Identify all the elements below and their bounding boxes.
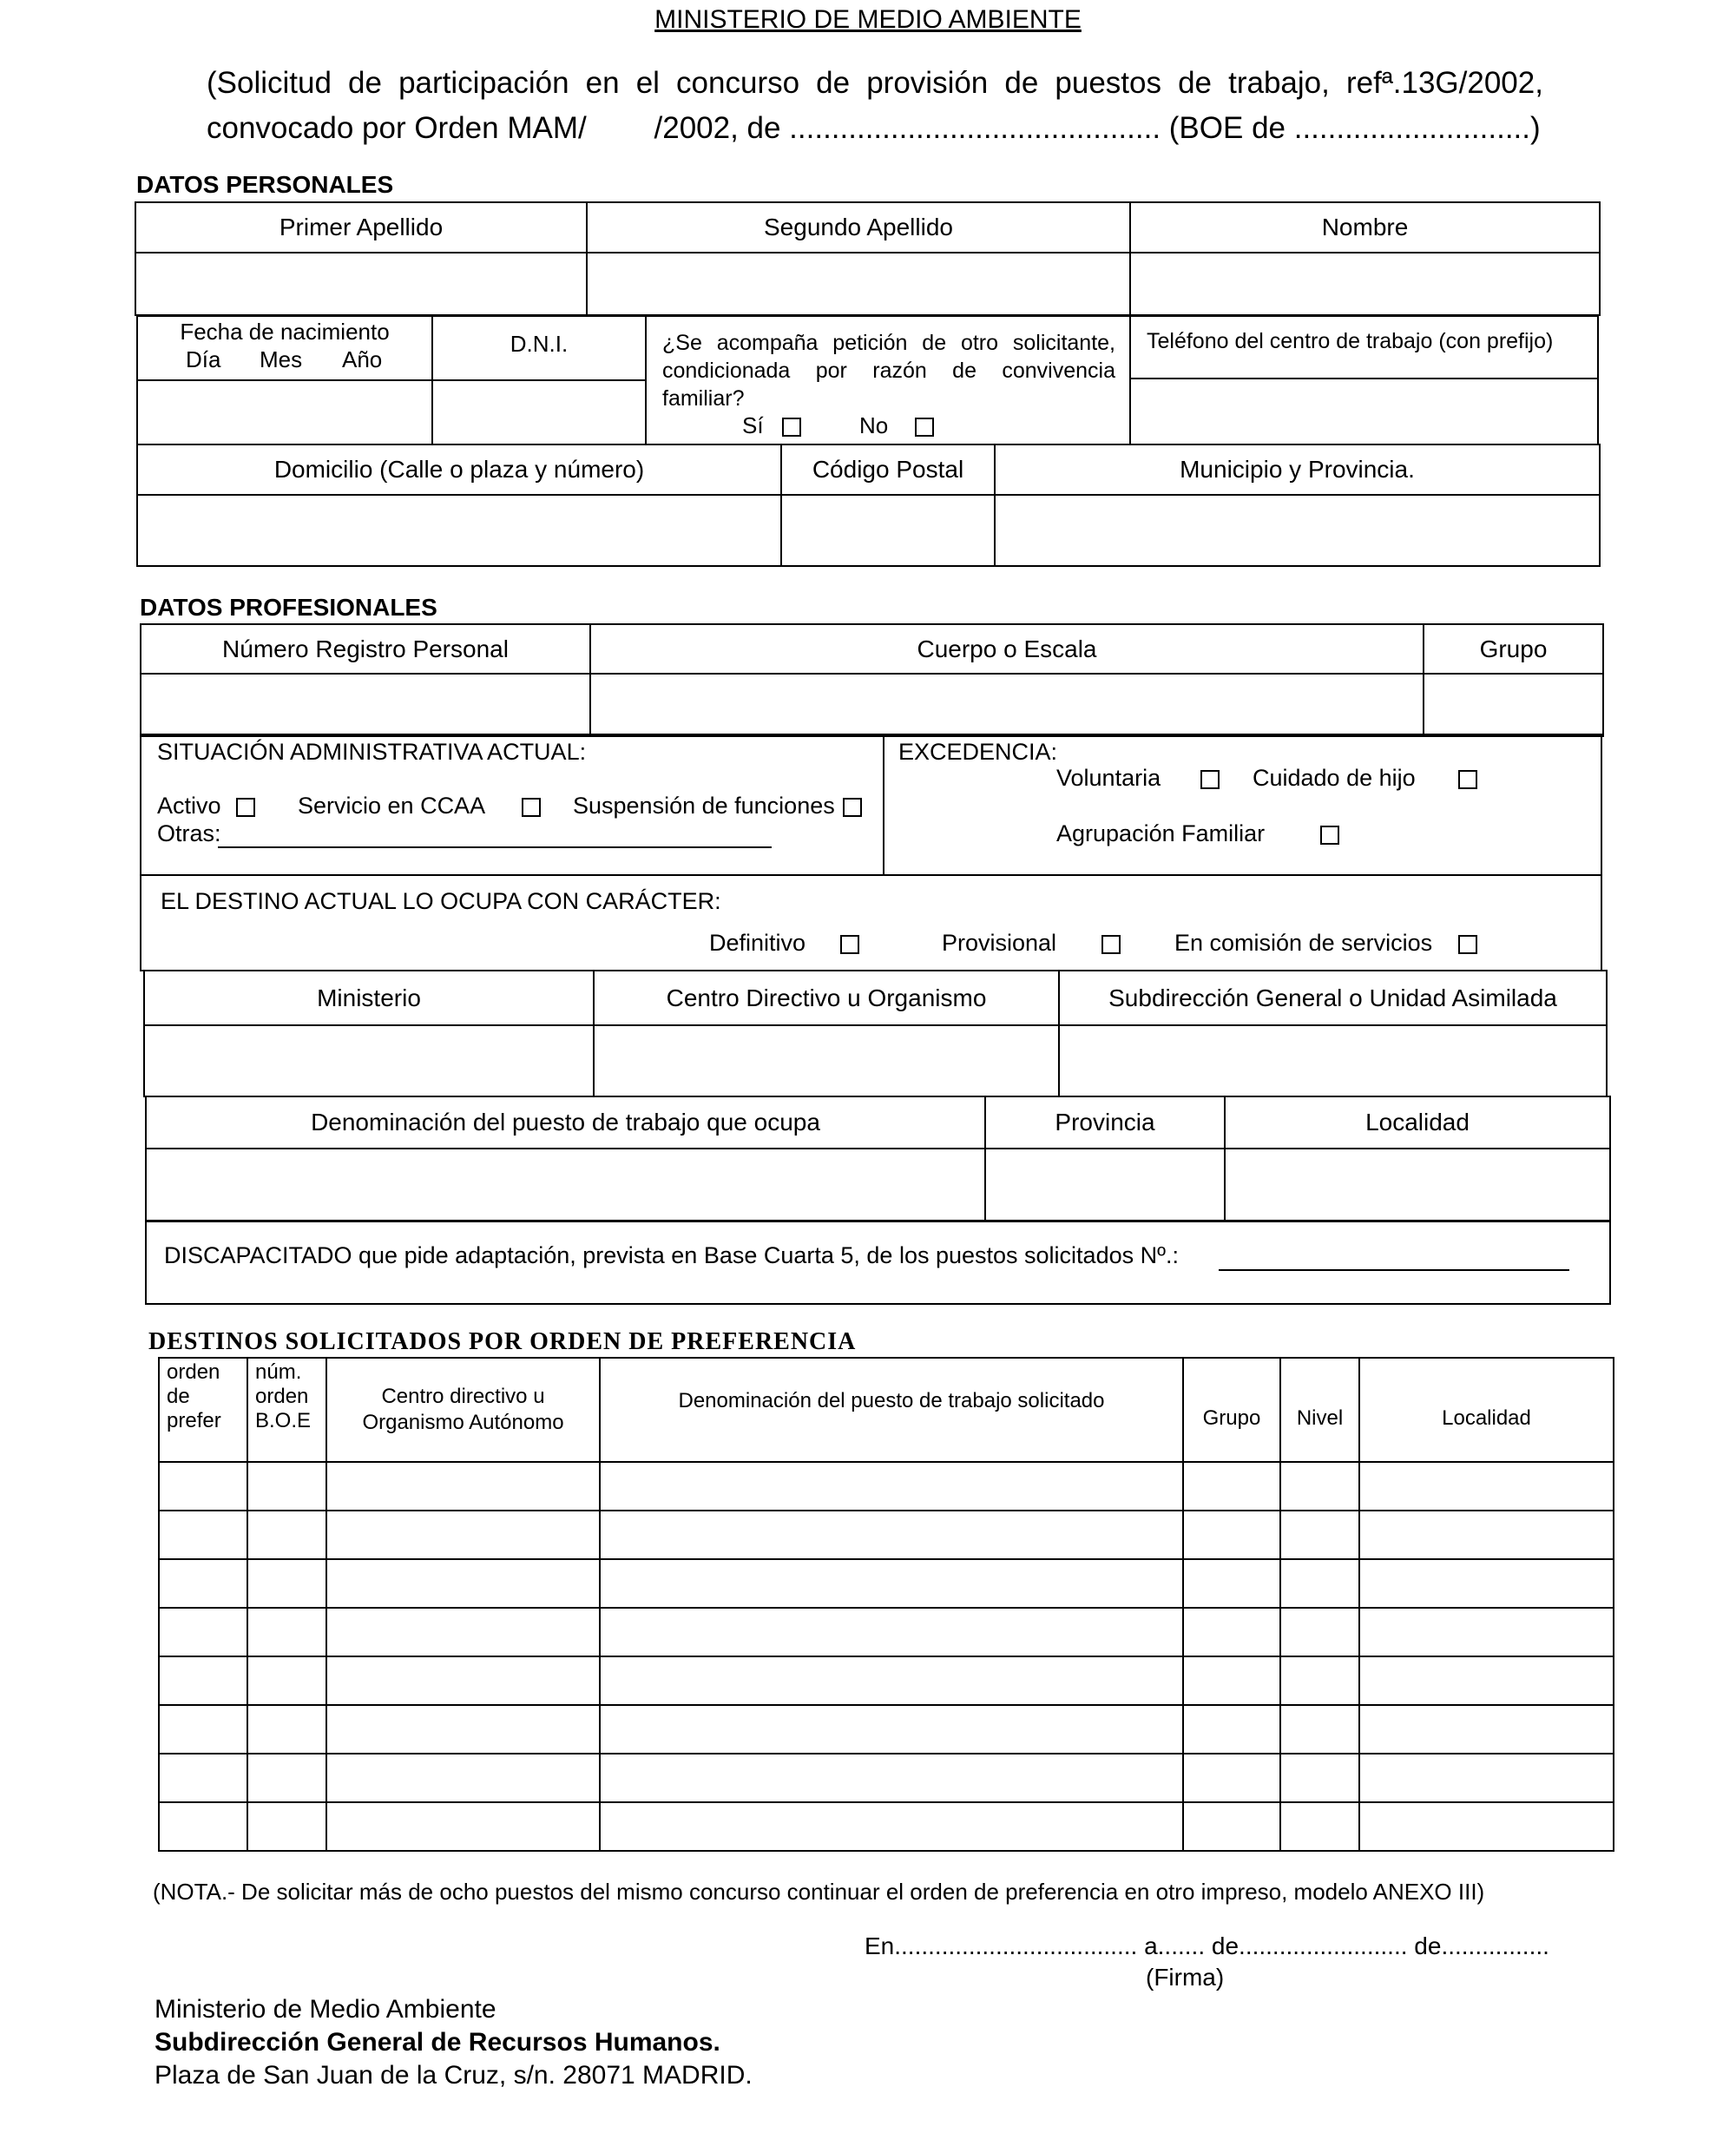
- label-localidad: Localidad: [1225, 1096, 1610, 1149]
- intro-word: refª.13G/2002,: [1345, 66, 1543, 100]
- intro-word: concurso: [676, 66, 800, 100]
- destino-num-orden-boe-cell[interactable]: [247, 1511, 326, 1559]
- destino-nivel-cell[interactable]: [1280, 1608, 1359, 1656]
- col-localidad: Localidad: [1359, 1358, 1614, 1462]
- destino-orden-prefer-cell[interactable]: [159, 1656, 247, 1705]
- centro-directivo-field[interactable]: [594, 1025, 1059, 1096]
- footer-direccion: Plaza de San Juan de la Cruz, s/n. 28071 MADRID.: [155, 2061, 753, 2090]
- label-ministerio: Ministerio: [144, 971, 594, 1025]
- intro-word: el: [635, 66, 660, 100]
- destino-num-orden-boe-cell[interactable]: [247, 1656, 326, 1705]
- checkbox-cuidado-hijo[interactable]: [1458, 770, 1477, 789]
- destino-orden-prefer-cell[interactable]: [159, 1462, 247, 1511]
- destino-orden-prefer-cell[interactable]: [159, 1511, 247, 1559]
- label-telefono: Teléfono del centro de trabajo (con prefijo): [1147, 329, 1554, 353]
- destino-num-orden-boe-cell[interactable]: [247, 1608, 326, 1656]
- suspension-option[interactable]: [573, 793, 867, 820]
- destino-nivel-cell[interactable]: [1280, 1511, 1359, 1559]
- destino-nivel-cell[interactable]: [1280, 1705, 1359, 1754]
- destino-orden-prefer-cell[interactable]: [159, 1705, 247, 1754]
- label-agrupacion: Agrupación Familiar: [1056, 820, 1266, 846]
- destino-nivel-cell[interactable]: [1280, 1802, 1359, 1851]
- label-destino-actual: EL DESTINO ACTUAL LO OCUPA CON CARÁCTER:: [161, 888, 721, 914]
- label-activo: Activo: [157, 793, 221, 819]
- municipio-field[interactable]: [995, 495, 1600, 566]
- checkbox-provisional[interactable]: [1101, 935, 1121, 954]
- destino-centro-directivo-cell[interactable]: [326, 1754, 600, 1802]
- localidad-field[interactable]: [1225, 1149, 1610, 1221]
- destino-nivel-cell[interactable]: [1280, 1656, 1359, 1705]
- footer-subdireccion: Subdirección General de Recursos Humanos.: [155, 2028, 720, 2057]
- destino-row: [159, 1608, 1614, 1656]
- label-grupo: Grupo: [1424, 624, 1603, 674]
- excedencia-panel: [883, 734, 1602, 876]
- section-datos-profesionales: DATOS PROFESIONALES: [140, 594, 437, 621]
- intro-word: puestos: [1055, 66, 1161, 100]
- destino-centro-directivo-cell[interactable]: [326, 1802, 600, 1851]
- fecha-nacimiento-cell: [136, 315, 433, 445]
- destino-grupo-cell[interactable]: [1183, 1511, 1280, 1559]
- destino-num-orden-boe-cell[interactable]: [247, 1559, 326, 1608]
- col-nivel: Nivel: [1280, 1358, 1359, 1462]
- destino-localidad-cell[interactable]: [1359, 1511, 1614, 1559]
- provisional-option[interactable]: [942, 930, 1126, 957]
- destino-localidad-cell[interactable]: [1359, 1462, 1614, 1511]
- segundo-apellido-field[interactable]: [587, 253, 1130, 315]
- label-provisional: Provisional: [942, 930, 1057, 956]
- label-voluntaria: Voluntaria: [1056, 765, 1161, 791]
- destino-orden-prefer-cell[interactable]: [159, 1802, 247, 1851]
- label-centro-directivo: Centro Directivo u Organismo: [594, 971, 1059, 1025]
- destino-denominacion-cell[interactable]: [600, 1608, 1183, 1656]
- definitivo-option[interactable]: [709, 930, 865, 957]
- destino-num-orden-boe-cell[interactable]: [247, 1802, 326, 1851]
- checkbox-si[interactable]: [782, 418, 801, 437]
- checkbox-activo[interactable]: [236, 798, 255, 817]
- label-excedencia: EXCEDENCIA:: [898, 739, 1058, 765]
- profesional-table-1: [140, 623, 1604, 737]
- divider: [433, 379, 645, 381]
- label-dni: D.N.I.: [510, 331, 569, 357]
- checkbox-voluntaria[interactable]: [1200, 770, 1220, 789]
- destino-row: [159, 1656, 1614, 1705]
- destino-denominacion-cell[interactable]: [600, 1754, 1183, 1802]
- destino-nivel-cell[interactable]: [1280, 1462, 1359, 1511]
- section-destinos: DESTINOS SOLICITADOS POR ORDEN DE PREFERENCIA: [148, 1328, 857, 1355]
- destino-denominacion-cell[interactable]: [600, 1559, 1183, 1608]
- destino-grupo-cell[interactable]: [1183, 1754, 1280, 1802]
- destino-row: [159, 1802, 1614, 1851]
- label-codigo-postal: Código Postal: [781, 444, 995, 495]
- destino-denominacion-cell[interactable]: [600, 1656, 1183, 1705]
- cuidado-hijo-option[interactable]: [1253, 765, 1483, 792]
- destino-grupo-cell[interactable]: [1183, 1705, 1280, 1754]
- comision-option[interactable]: [1174, 930, 1483, 957]
- situacion-panel: [140, 734, 884, 876]
- destino-centro-directivo-cell[interactable]: [326, 1559, 600, 1608]
- personal-table-2: [136, 444, 1601, 567]
- label-cuidado-hijo: Cuidado de hijo: [1253, 765, 1416, 791]
- label-nombre: Nombre: [1130, 202, 1600, 253]
- denominacion-puesto-field[interactable]: [146, 1149, 985, 1221]
- destino-num-orden-boe-cell[interactable]: [247, 1462, 326, 1511]
- destino-nivel-cell[interactable]: [1280, 1559, 1359, 1608]
- destino-nivel-cell[interactable]: [1280, 1754, 1359, 1802]
- label-municipio: Municipio y Provincia.: [995, 444, 1600, 495]
- label-domicilio: Domicilio (Calle o plaza y número): [137, 444, 781, 495]
- subdireccion-field[interactable]: [1059, 1025, 1607, 1096]
- col-orden-prefer: orden de prefer: [159, 1358, 247, 1462]
- label-nrp: Número Registro Personal: [141, 624, 590, 674]
- destino-localidad-cell[interactable]: [1359, 1705, 1614, 1754]
- col-centro-directivo: Centro directivo u Organismo Autónomo: [326, 1358, 600, 1462]
- personal-table-1: [135, 201, 1601, 316]
- domicilio-field[interactable]: [137, 495, 781, 566]
- divider: [138, 379, 431, 381]
- dni-cell: [431, 315, 647, 445]
- destino-num-orden-boe-cell[interactable]: [247, 1705, 326, 1754]
- col-denominacion: Denominación del puesto de trabajo solicitado: [600, 1358, 1183, 1462]
- label-cuerpo: Cuerpo o Escala: [590, 624, 1424, 674]
- nrp-field[interactable]: [141, 674, 590, 736]
- intro-line-2: convocado por Orden MAM/ /2002, de ............................................ (BOE de ............................): [207, 111, 1541, 145]
- provincia-field[interactable]: [985, 1149, 1225, 1221]
- checkbox-comision[interactable]: [1458, 935, 1477, 954]
- label-comision: En comisión de servicios: [1174, 930, 1433, 956]
- destino-localidad-cell[interactable]: [1359, 1754, 1614, 1802]
- destino-grupo-cell[interactable]: [1183, 1608, 1280, 1656]
- intro-word: de: [816, 66, 851, 100]
- profesional-table-3: [145, 1096, 1611, 1222]
- si-option[interactable]: [742, 412, 806, 439]
- destino-grupo-cell[interactable]: [1183, 1656, 1280, 1705]
- section-datos-personales: DATOS PERSONALES: [136, 171, 394, 198]
- nota: (NOTA.- De solicitar más de ocho puestos del mismo concurso continuar el orden de preferencia en otro impreso, modelo ANEXO III): [153, 1879, 1485, 1905]
- primer-apellido-field[interactable]: [135, 253, 587, 315]
- destino-denominacion-cell[interactable]: [600, 1705, 1183, 1754]
- destino-denominacion-cell[interactable]: [600, 1462, 1183, 1511]
- lugar-fecha-line[interactable]: En.................................... a....... de......................... de................: [865, 1932, 1549, 1959]
- intro-word: de: [348, 66, 382, 100]
- servicio-ccaa-option[interactable]: [298, 793, 546, 820]
- otras-field[interactable]: [218, 846, 772, 848]
- telefono-cell: [1129, 315, 1599, 445]
- activo-option[interactable]: [157, 793, 260, 820]
- discapacitado-field[interactable]: [1219, 1269, 1569, 1271]
- destino-denominacion-cell[interactable]: [600, 1511, 1183, 1559]
- label-anio: Año: [342, 346, 383, 372]
- destino-orden-prefer-cell[interactable]: [159, 1754, 247, 1802]
- discapacitado-panel: [145, 1220, 1611, 1305]
- label-servicio-ccaa: Servicio en CCAA: [298, 793, 484, 819]
- label-situacion: SITUACIÓN ADMINISTRATIVA ACTUAL:: [157, 739, 587, 765]
- destino-grupo-cell[interactable]: [1183, 1559, 1280, 1608]
- profesional-table-2: [143, 970, 1608, 1097]
- checkbox-no[interactable]: [915, 418, 934, 437]
- agrupacion-option[interactable]: [1056, 820, 1345, 847]
- col-num-orden-boe: núm. orden B.O.E: [247, 1358, 326, 1462]
- nombre-field[interactable]: [1130, 253, 1600, 315]
- label-provincia: Provincia: [985, 1096, 1225, 1149]
- destino-actual-panel: [140, 874, 1602, 971]
- checkbox-servicio-ccaa[interactable]: [522, 798, 541, 817]
- destino-row: [159, 1511, 1614, 1559]
- label-fecha-nacimiento: Fecha de nacimiento: [180, 319, 390, 345]
- page-title: MINISTERIO DE MEDIO AMBIENTE: [654, 5, 1082, 34]
- destino-localidad-cell[interactable]: [1359, 1656, 1614, 1705]
- label-mes: Mes: [260, 346, 303, 372]
- destino-centro-directivo-cell[interactable]: [326, 1705, 600, 1754]
- destino-row: [159, 1559, 1614, 1608]
- destino-row: [159, 1754, 1614, 1802]
- destino-orden-prefer-cell[interactable]: [159, 1608, 247, 1656]
- destino-grupo-cell[interactable]: [1183, 1462, 1280, 1511]
- intro-word: de: [1178, 66, 1213, 100]
- intro-word: de: [1004, 66, 1039, 100]
- label-discapacitado: DISCAPACITADO que pide adaptación, prevista en Base Cuarta 5, de los puestos solicitados Nº.:: [164, 1242, 1179, 1268]
- destino-denominacion-cell[interactable]: [600, 1802, 1183, 1851]
- label-segundo-apellido: Segundo Apellido: [587, 202, 1130, 253]
- codigo-postal-field[interactable]: [781, 495, 995, 566]
- label-otras: Otras:: [157, 820, 221, 846]
- label-definitivo: Definitivo: [709, 930, 806, 956]
- destino-centro-directivo-cell[interactable]: [326, 1608, 600, 1656]
- label-primer-apellido: Primer Apellido: [135, 202, 587, 253]
- destino-num-orden-boe-cell[interactable]: [247, 1754, 326, 1802]
- footer-ministerio: Ministerio de Medio Ambiente: [155, 1995, 496, 2024]
- intro-word: en: [585, 66, 620, 100]
- intro-word: participación: [398, 66, 569, 100]
- checkbox-definitivo[interactable]: [840, 935, 859, 954]
- destino-centro-directivo-cell[interactable]: [326, 1511, 600, 1559]
- intro-word: trabajo,: [1228, 66, 1330, 100]
- destinos-table: [158, 1357, 1614, 1852]
- intro-line-1: [207, 61, 1543, 106]
- label-no: No: [859, 412, 889, 438]
- grupo-field[interactable]: [1424, 674, 1603, 736]
- destino-centro-directivo-cell[interactable]: [326, 1462, 600, 1511]
- col-grupo: Grupo: [1183, 1358, 1280, 1462]
- destino-localidad-cell[interactable]: [1359, 1608, 1614, 1656]
- intro-word: (Solicitud: [207, 66, 332, 100]
- destino-row: [159, 1705, 1614, 1754]
- label-suspension: Suspensión de funciones: [573, 793, 835, 819]
- label-peticion: ¿Se acompaña petición de otro solicitante, condicionada por razón de convivencia familiar?: [662, 331, 1115, 411]
- destino-orden-prefer-cell[interactable]: [159, 1559, 247, 1608]
- destino-grupo-cell[interactable]: [1183, 1802, 1280, 1851]
- destino-localidad-cell[interactable]: [1359, 1802, 1614, 1851]
- label-dia: Día: [186, 346, 221, 372]
- label-firma: (Firma): [1146, 1964, 1225, 1991]
- cuerpo-field[interactable]: [590, 674, 1424, 736]
- peticion-cell: [645, 315, 1131, 445]
- checkbox-suspension[interactable]: [843, 798, 862, 817]
- label-denominacion-puesto: Denominación del puesto de trabajo que ocupa: [146, 1096, 985, 1149]
- checkbox-agrupacion[interactable]: [1320, 826, 1339, 845]
- intro-word: provisión: [866, 66, 989, 100]
- label-si: Sí: [742, 412, 764, 438]
- label-subdireccion: Subdirección General o Unidad Asimilada: [1059, 971, 1607, 1025]
- voluntaria-option[interactable]: [1056, 765, 1225, 792]
- destino-centro-directivo-cell[interactable]: [326, 1656, 600, 1705]
- destino-localidad-cell[interactable]: [1359, 1559, 1614, 1608]
- destino-row: [159, 1462, 1614, 1511]
- ministerio-field[interactable]: [144, 1025, 594, 1096]
- no-option[interactable]: [859, 412, 939, 439]
- divider: [1131, 378, 1597, 379]
